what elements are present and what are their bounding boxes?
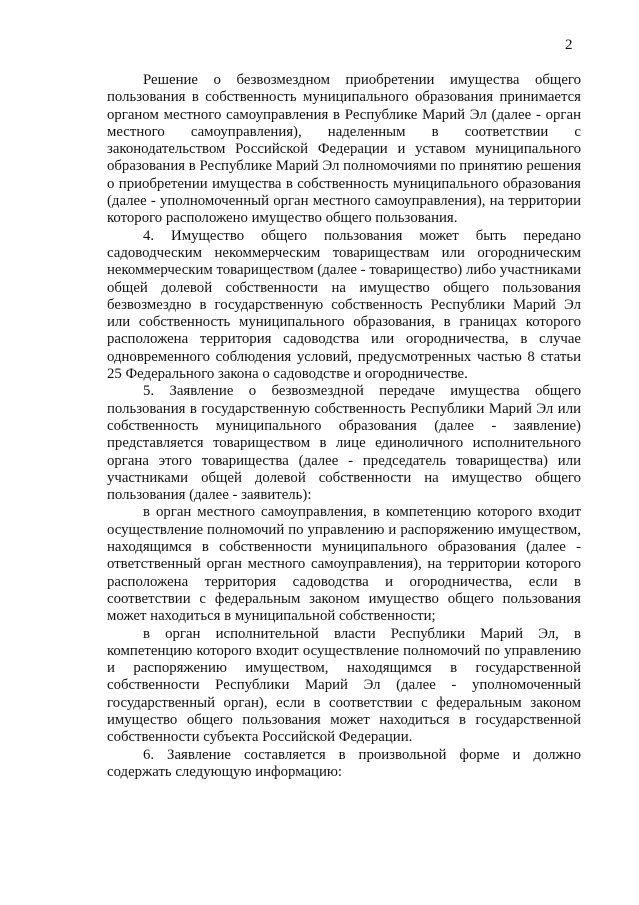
paragraph-decision: Решение о безвозмездном приобретении имущества общего пользования в собственность муниципального образования принимается органом местного самоуправления в Республике Марий Эл (далее - орган местного самоуправления), наделенным в соответствии с законодательством Российской Федерации и уставом муниципального образования в Республике Марий Эл полномочиями по принятию решения о приобретении имущества в собственность муниципального образования (далее - уполномоченный орган местного самоуправления), на территории которого расположено имущество общего пользования. xyxy=(107,72,581,227)
paragraph-state-body: в орган исполнительной власти Республики Марий Эл, в компетенцию которого входит осуществление полномочий по управлению и распоряжению имуществом, находящимся в государственной собственности Республики Марий Эл (далее - уполномоченный государственный орган), если в соответствии с федеральным законом имущество общего пользования может находиться в государственной собственности субъекта Российской Федерации. xyxy=(107,625,581,746)
document-body xyxy=(107,72,581,781)
paragraph-item-4: 4. Имущество общего пользования может быть передано садоводческим некоммерческим товариществам или огородническим некоммерческим товариществом (далее - товарищество) либо участниками общей долевой собственности на имущество общего пользования безвозмездно в государственную собственность Республики Марий Эл или собственность муниципального образования, в границах которого расположена территория садоводства или огородничества, в случае одновременного соблюдения условий, предусмотренных частью 8 статьи 25 Федерального закона о садоводстве и огородничестве. xyxy=(107,227,581,383)
page-number: 2 xyxy=(565,37,573,53)
paragraph-item-5: 5. Заявление о безвозмездной передаче имущества общего пользования в государственную собственность Республики Марий Эл или собственность муниципального образования (далее - заявление) представляется товариществом в лице единоличного исполнительного органа этого товарищества (далее - председатель товарищества) или участниками общей долевой собственности на имущество общего пользования (далее - заявитель): xyxy=(107,383,581,504)
paragraph-item-6: 6. Заявление составляется в произвольной форме и должно содержать следующую информацию: xyxy=(107,746,581,780)
paragraph-municipal-body: в орган местного самоуправления, в компетенцию которого входит осуществление полномочий по управлению и распоряжению имуществом, находящимся в собственности муниципального образования (далее - ответственный орган местного самоуправления), на территории которого расположена территория садоводства и огородничества, если в соответствии с федеральным законом имущество общего пользования может находиться в муниципальной собственности; xyxy=(107,504,581,625)
